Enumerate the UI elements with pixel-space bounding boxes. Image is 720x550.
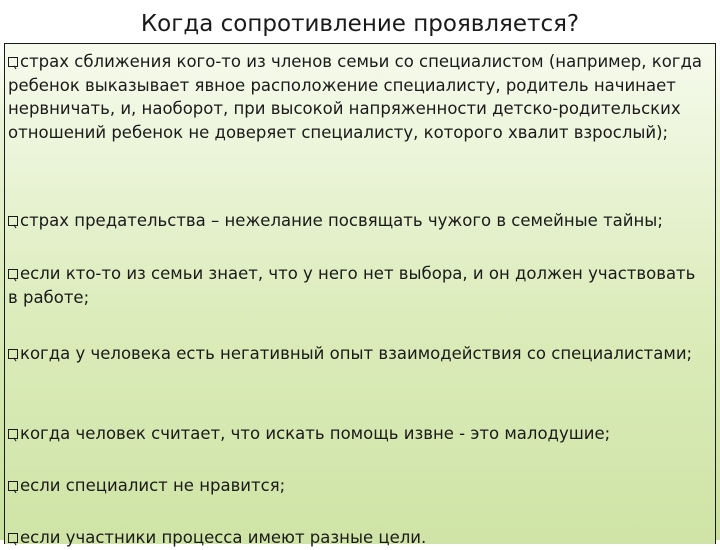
- list-item: [8, 526, 708, 550]
- list-item-text: если кто-то из семьи знает, что у него нет выбора, и он должен участвовать в работе;: [8, 264, 696, 307]
- list-item-text: когда человек считает, что искать помощь извне - это малодушие;: [20, 424, 611, 443]
- list-item-text: страх сближения кого-то из членов семьи со специалистом (например, когда ребенок выказывает явное расположение специалисту, родитель начинает нервничать, и, наоборот, при высокой напряженности детско-родительских отношений ребенок не доверяет специалисту, которого хвалит взрослый);: [8, 52, 702, 142]
- content-box: [4, 43, 716, 547]
- list-item: [8, 262, 708, 309]
- slide-title: Когда сопротивление проявляется?: [140, 11, 580, 37]
- list-item: [8, 474, 708, 498]
- list-item: [8, 50, 708, 144]
- list-item: [8, 342, 708, 366]
- list-item-text: когда у человека есть негативный опыт взаимодействия со специалистами;: [20, 344, 693, 363]
- list-item: [8, 209, 708, 233]
- checkbox-bullet-icon: [8, 429, 19, 440]
- list-item-text: если специалист не нравится;: [20, 476, 286, 495]
- checkbox-bullet-icon: [8, 269, 19, 280]
- list-item-text: страх предательства – нежелание посвящать чужого в семейные тайны;: [20, 211, 663, 230]
- checkbox-bullet-icon: [8, 57, 19, 68]
- checkbox-bullet-icon: [8, 481, 19, 492]
- checkbox-bullet-icon: [8, 216, 19, 227]
- checkbox-bullet-icon: [8, 349, 19, 360]
- checkbox-bullet-icon: [8, 533, 19, 544]
- list-item-text: если участники процесса имеют разные цели.: [20, 528, 427, 547]
- list-item: [8, 422, 708, 446]
